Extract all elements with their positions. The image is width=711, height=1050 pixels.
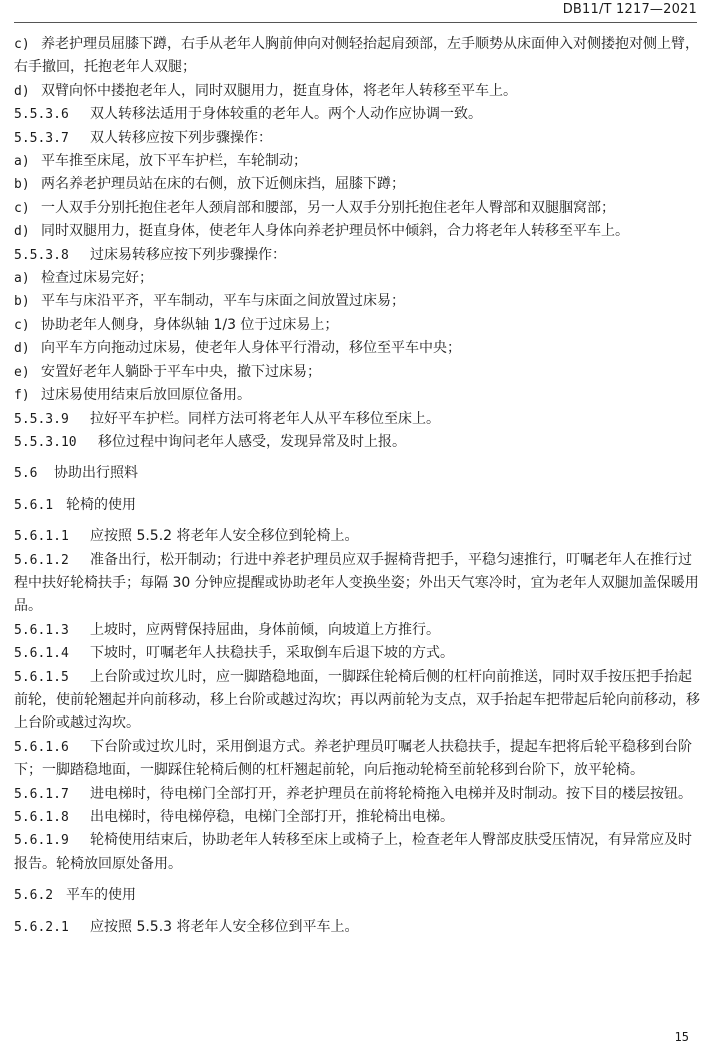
- clause: 5.6.1.4 下坡时，叮嘱老年人扶稳扶手，采取倒车后退下坡的方式。: [14, 645, 454, 662]
- section-heading: 5.6 协助出行照料: [14, 465, 138, 482]
- clause: 5.5.3.8 过床易转移应按下列步骤操作：: [14, 246, 286, 263]
- clause: 5.6.1.8 出电梯时，待电梯停稳，电梯门全部打开，推轮椅出电梯。: [14, 809, 454, 825]
- clause: 5.5.3.9 拉好平车护栏。同样方法可将老年人从平车移位至床上。: [14, 410, 440, 427]
- clause: 5.6.1.9 轮椅使用结束后，协助老年人转移至床上或椅子上，检查老年人臀部皮肤受压情况，有异常应及时报告。轮椅放回原处备用。: [14, 832, 692, 872]
- list-item: f) 过床易使用结束后放回原位备用。: [14, 387, 251, 404]
- clause: 5.5.3.6 双人转移法适用于身体较重的老年人。两个人动作应协调一致。: [14, 106, 482, 123]
- list-item: c) 协助老年人侧身，身体纵轴 1/3 位于过床易上；: [14, 316, 339, 333]
- list-item: b) 两名养老护理员站在床的右侧，放下近侧床挡，屈膝下蹲；: [14, 176, 405, 193]
- list-item: b) 平车与床沿平齐，平车制动，平车与床面之间放置过床易；: [14, 293, 405, 310]
- clause: 5.6.1.5 上台阶或过坎儿时，应一脚踏稳地面，一脚踩住轮椅后侧的杠杆向前推送，同时双手按压把手抬起前轮，使前轮翘起并向前移动，移上台阶或越过沟坎；再以两前轮为支点，双手抬起车把带起后轮向前移动，移上台阶或越过沟坎。: [14, 668, 700, 732]
- list-item: e) 安置好老年人躺卧于平车中央，撤下过床易；: [14, 363, 321, 380]
- clause: 5.5.3.10 移位过程中询问老年人感受，发现异常及时上报。: [14, 433, 406, 450]
- list-item: c) 养老护理员屈膝下蹲，右手从老年人胸前伸向对侧轻抬起肩颈部，左手顺势从床面伸入对侧搂抱对侧上臂，右手撤回，托抱老年人双腿；: [14, 36, 699, 76]
- page-number: 15: [674, 1030, 689, 1044]
- list-item: a) 平车推至床尾，放下平车护栏，车轮制动；: [14, 153, 307, 170]
- clause: 5.6.1.1 应按照 5.5.2 将老年人安全移位到轮椅上。: [14, 528, 359, 545]
- clause: 5.6.1.6 下台阶或过坎儿时，采用倒退方式。养老护理员叮嘱老人扶稳扶手，提起车把将后轮平稳移到台阶下；一脚踏稳地面，一脚踩住轮椅后侧的杠杆翘起前轮，向后拖动轮椅至前轮移到台阶下，放平轮椅。: [14, 738, 692, 779]
- clause: 5.6.1.7 进电梯时，待电梯门全部打开，养老护理员在前将轮椅拖入电梯并及时制动。按下目的楼层按钮。: [14, 785, 692, 802]
- list-item: c) 一人双手分别托抱住老年人颈肩部和腰部，另一人双手分别托抱住老年人臀部和双腿腘窝部；: [14, 199, 615, 216]
- subsection-heading: 5.6.1 轮椅的使用: [14, 496, 136, 513]
- list-item: d) 同时双腿用力，挺直身体，使老年人身体向养老护理员怀中倾斜，合力将老年人转移至平车上。: [14, 223, 629, 240]
- list-item: d) 向平车方向拖动过床易，使老年人身体平行滑动，移位至平车中央；: [14, 340, 461, 357]
- clause: 5.6.2.1 应按照 5.5.3 将老年人安全移位到平车上。: [14, 918, 359, 935]
- clause: 5.6.1.2 准备出行，松开制动；行进中养老护理员应双手握椅背把手，平稳匀速推行，叮嘱老年人在推行过程中扶好轮椅扶手；每隔 30 分钟应提醒或协助老年人变换坐姿；外出天气寒冷时，宜为老年人双腿加盖保暖用品。: [14, 551, 699, 615]
- list-item: d) 双臂向怀中搂抱老年人，同时双腿用力，挺直身体，将老年人转移至平车上。: [14, 82, 517, 99]
- clause: 5.5.3.7 双人转移应按下列步骤操作：: [14, 129, 272, 146]
- subsection-heading: 5.6.2 平车的使用: [14, 887, 136, 904]
- list-item: a) 检查过床易完好；: [14, 270, 153, 287]
- document-body: [14, 33, 704, 939]
- document-id-header: DB11/T 1217—2021: [562, 2, 697, 17]
- header-rule: [14, 22, 697, 23]
- clause: 5.6.1.3 上坡时，应两臂保持屈曲，身体前倾，向坡道上方推行。: [14, 621, 440, 638]
